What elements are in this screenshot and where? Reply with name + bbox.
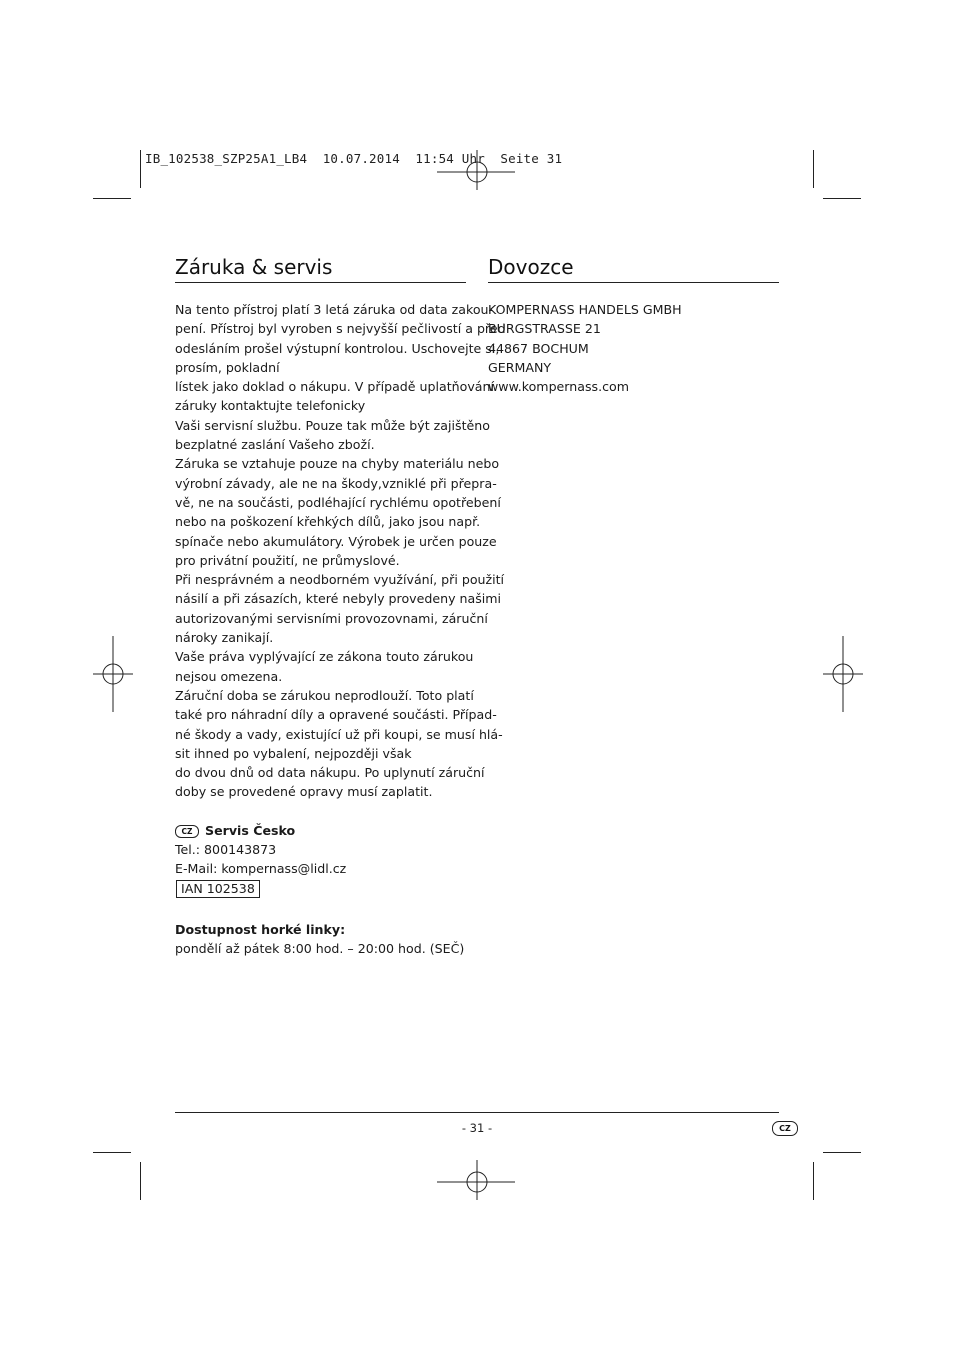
registration-mark-icon [437,1160,517,1204]
registration-mark-icon [823,636,867,714]
text-line: záruky kontaktujte telefonicky [175,398,366,414]
crop-mark [823,1152,861,1153]
website: www.kompernass.com [488,379,629,395]
footer-rule [175,1112,779,1113]
importer-title: Dovozce [488,254,779,283]
text-line: Vaše práva vyplývající ze zákona touto zárukou [175,649,474,665]
text-line: lístek jako doklad o nákupu. V případě uplatňování [175,379,495,395]
text-line: také pro náhradní díly a opravené součásti. Případ- [175,707,497,723]
text-line: spínače nebo akumulátory. Výrobek je určen pouze [175,533,497,549]
country-badge: CZ [772,1121,798,1136]
crop-mark [813,150,814,188]
text-line: do dvou dnů od data nákupu. Po uplynutí záruční [175,765,485,781]
warranty-column [175,254,506,959]
service-email: E-Mail: kompernass@lidl.cz [175,861,347,877]
service-heading-line [175,821,466,840]
text-line: odesláním prošel výstupní kontrolou. Uschovejte si, [175,340,500,356]
text-line: výrobní závady, ale ne na škody,vzniklé při přepra- [175,475,497,491]
crop-mark [140,1162,141,1200]
ian-number: IAN 102538 [176,880,260,898]
text-line: Při nesprávném a neodborném využívání, při použití [175,572,505,588]
registration-mark-icon [93,636,137,714]
crop-mark [93,198,131,199]
crop-mark [813,1162,814,1200]
service-heading: Servis Česko [205,822,296,838]
address-line: 44867 BOCHUM [488,340,589,356]
text-line: vě, ne na součásti, podléhající rychlému opotřebení [175,494,501,510]
text-line: Na tento přístroj platí 3 letá záruka od data zakou- [175,302,494,317]
text-line: nároky zanikají. [175,630,274,646]
address-line: BURGSTRASSE 21 [488,321,601,337]
text-line: Záruka se vztahuje pouze na chyby materiálu nebo [175,456,500,472]
registration-mark-icon [437,150,517,194]
importer-column [488,254,779,396]
importer-address [488,300,779,396]
text-line: autorizovanými servisními provozovnami, záruční [175,610,488,626]
hotline-heading: Dostupnost horké linky: [175,921,346,937]
hotline-block [175,920,466,959]
text-line: sit ihned po vybalení, nejpozději však [175,745,412,761]
text-line: bezplatné zaslání Vašeho zboží. [175,437,375,453]
crop-mark [93,1152,131,1153]
warranty-title: Záruka & servis [175,254,466,283]
warranty-text [175,300,506,802]
text-line: prosím, pokladní [175,359,280,375]
text-line: né škody a vady, existující už při koupi, se musí hlá- [175,726,503,742]
text-line: pro privátní použití, ne průmyslové. [175,552,400,568]
page-number: - 31 - [461,1121,493,1135]
country-badge: CZ [175,825,199,838]
crop-mark [140,150,141,188]
service-phone: Tel.: 800143873 [175,842,277,858]
text-line: pení. Přístroj byl vyroben s nejvyšší pečlivostí a před [175,321,506,337]
text-line: násilí a při zásazích, které nebyly provedeny našimi [175,591,502,607]
crop-mark [823,198,861,199]
text-line: Vaši servisní službu. Pouze tak může být zajištěno [175,417,490,433]
service-contact [175,821,466,898]
text-line: doby se provedené opravy musí zaplatit. [175,784,433,800]
text-line: nebo na poškození křehkých dílů, jako jsou např. [175,514,481,530]
text-line: Záruční doba se zárukou neprodlouží. Toto platí [175,687,474,703]
ian-line [175,879,466,898]
text-line: nejsou omezena. [175,668,283,684]
print-slug: IB_102538_SZP25A1_LB4 10.07.2014 11:54 Uhr Seite 31 [145,151,563,166]
address-line: KOMPERNASS HANDELS GMBH [488,302,682,317]
address-line: GERMANY [488,359,552,375]
hotline-hours: pondělí až pátek 8:00 hod. – 20:00 hod. (SEČ) [175,941,465,957]
